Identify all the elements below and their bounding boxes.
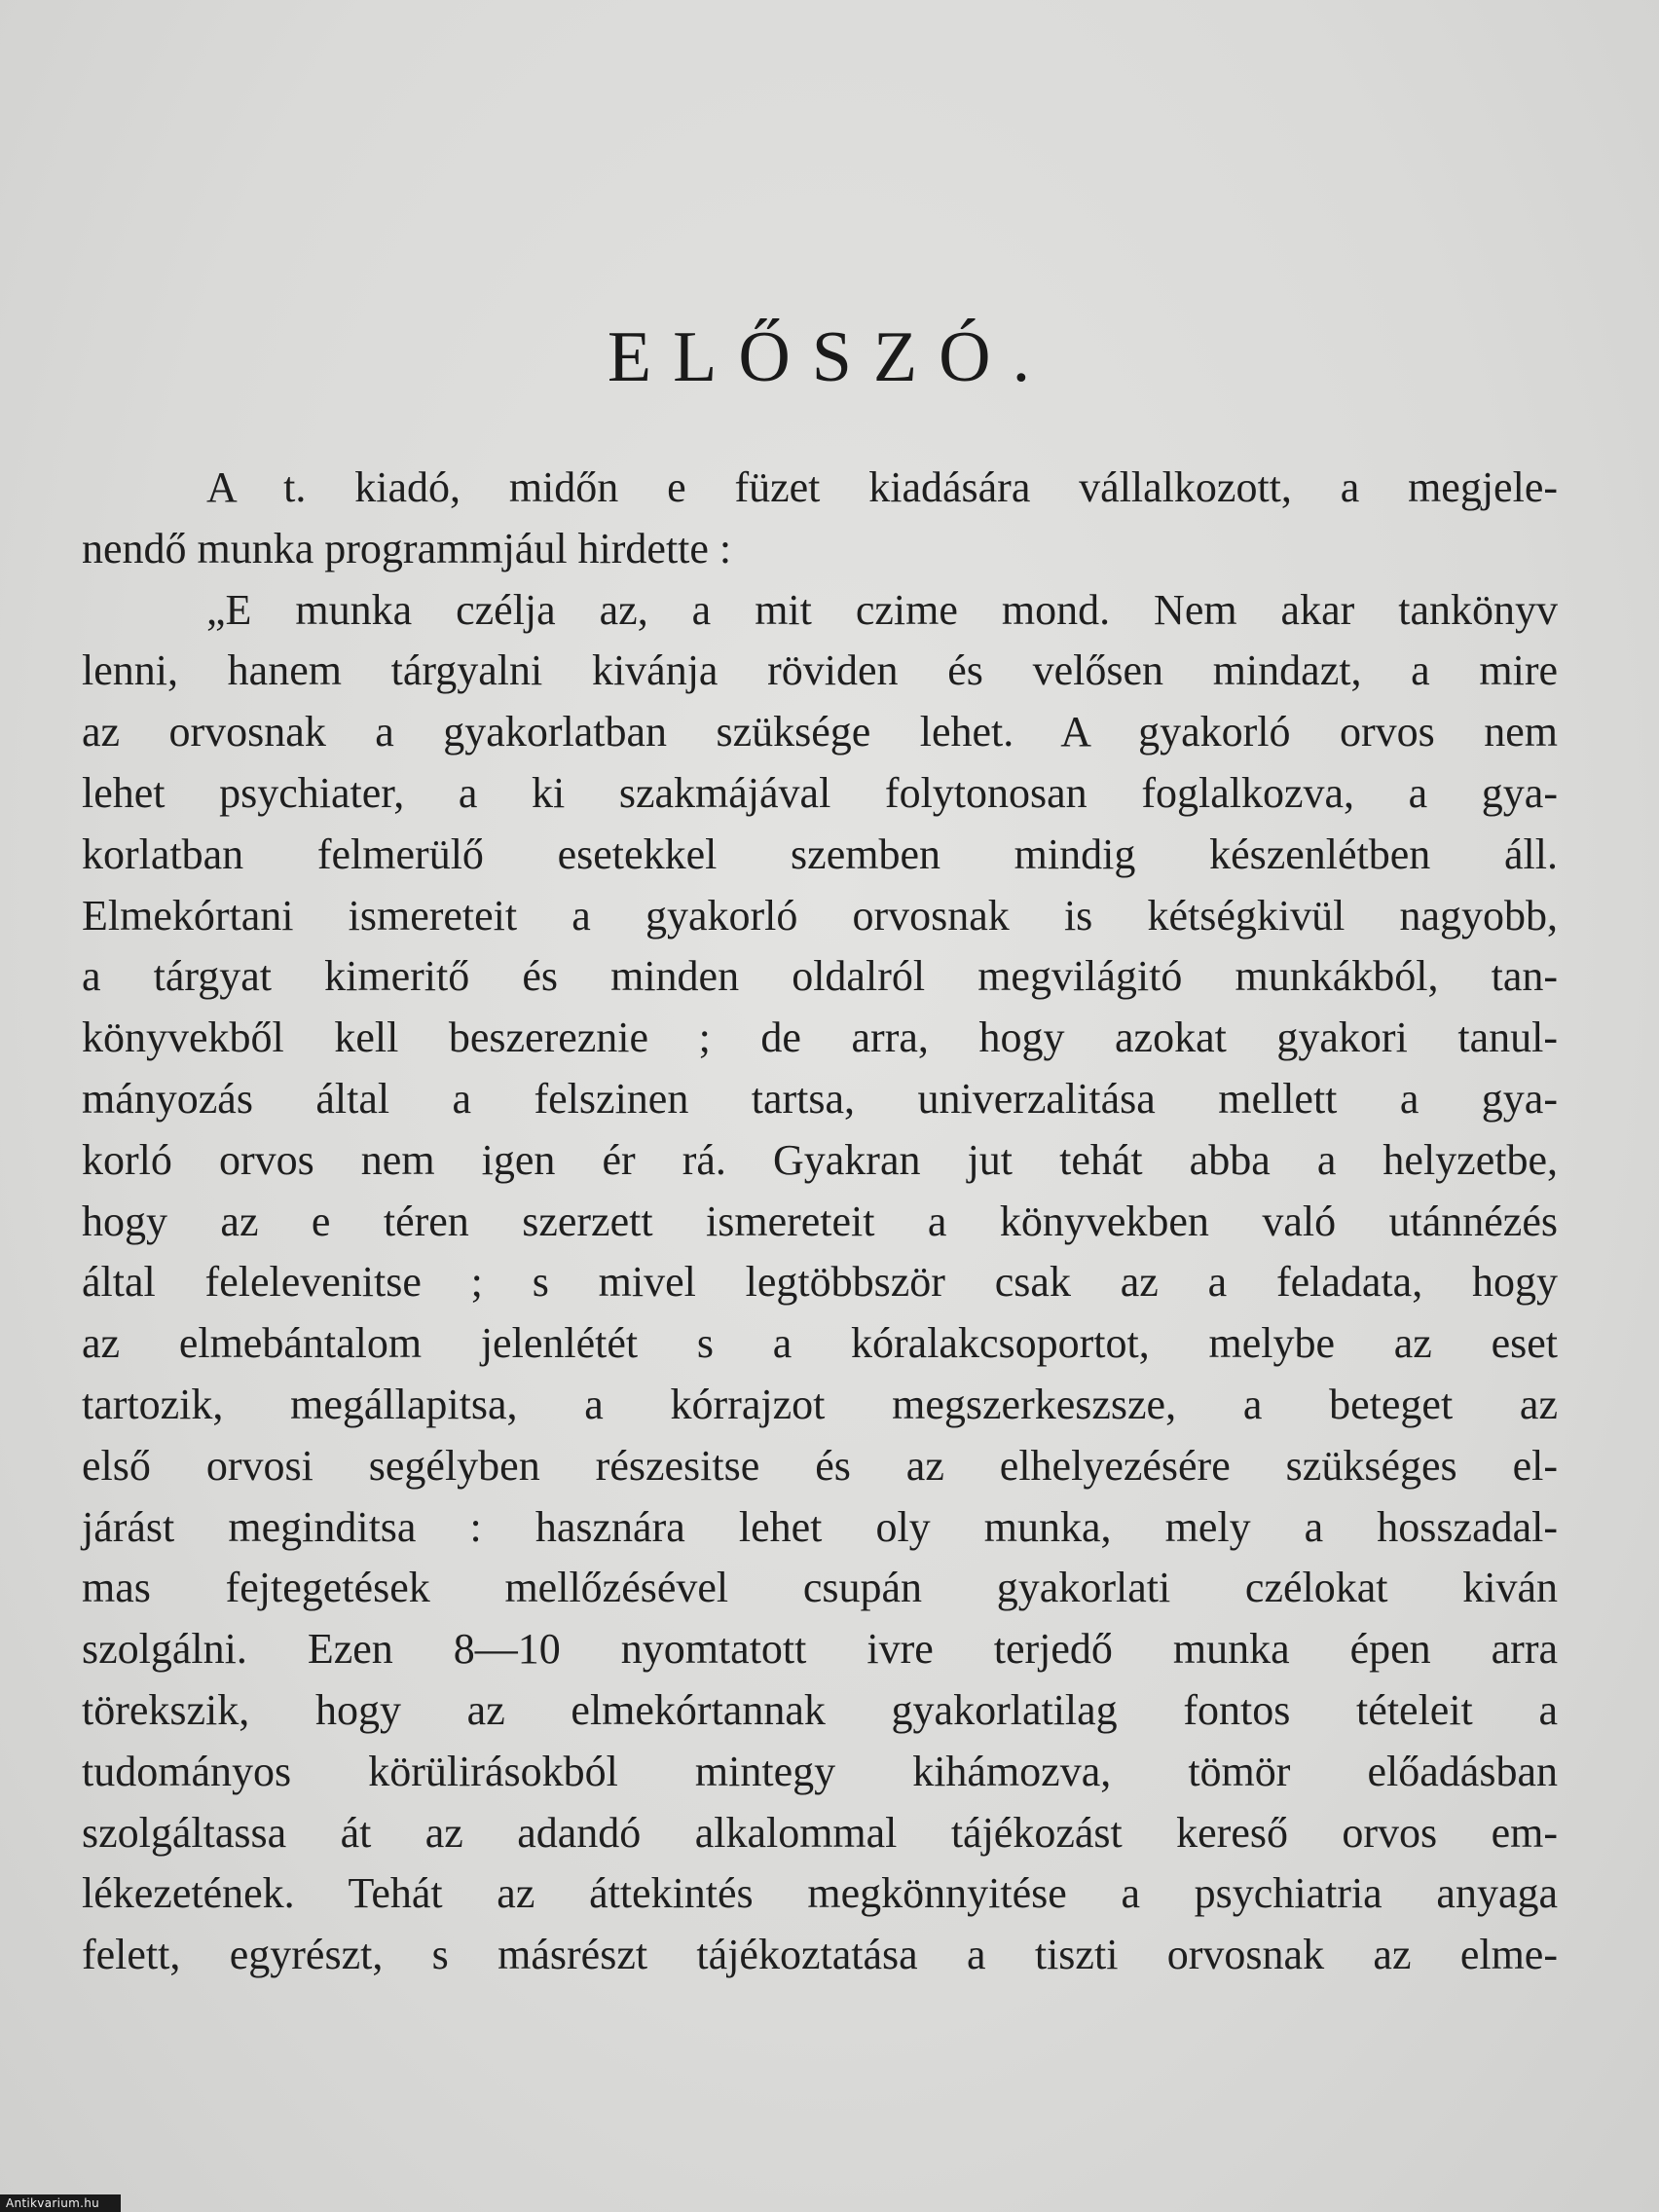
text-line: mányozás által a felszinen tartsa, univerzalitása mellett a gya- xyxy=(82,1074,1558,1123)
text-line: első orvosi segélyben részesitse és az elhelyezésére szükséges el- xyxy=(82,1441,1558,1490)
text-line: korló orvos nem igen ér rá. Gyakran jut tehát abba a helyzetbe, xyxy=(82,1135,1558,1184)
text-line: által felelevenitse ; s mivel legtöbbször csak az a feladata, hogy xyxy=(82,1258,1558,1307)
text-line: Elmekórtani ismereteit a gyakorló orvosnak is kétségkivül nagyobb, xyxy=(82,891,1558,940)
page-title: ELŐSZÓ. xyxy=(607,317,1052,397)
text-line: nendő munka programmjául hirdette : xyxy=(82,524,732,572)
text-line: törekszik, hogy az elmekórtannak gyakorlatilag fontos tételeit a xyxy=(82,1685,1558,1734)
text-line: tartozik, megállapitsa, a kórrajzot megszerkeszsze, a beteget az xyxy=(82,1380,1558,1428)
text-line: járást meginditsa : hasznára lehet oly munka, mely a hosszadal- xyxy=(82,1502,1558,1551)
text-line: korlatban felmerülő esetekkel szemben mindig készenlétben áll. xyxy=(82,830,1558,878)
text-line: tudományos körülirásokból mintegy kihámozva, tömör előadásban xyxy=(82,1747,1558,1795)
text-line: könyvekből kell beszereznie ; de arra, hogy azokat gyakori tanul- xyxy=(82,1014,1558,1062)
text-line: lékezetének. Tehát az áttekintés megkönnyitése a psychiatria anyaga xyxy=(82,1869,1558,1918)
text-line: lenni, hanem tárgyalni kivánja röviden és velősen mindazt, a mire xyxy=(82,646,1558,695)
text-line: szolgálni. Ezen 8—10 nyomtatott ivre terjedő munka épen arra xyxy=(82,1625,1558,1674)
text-line: az orvosnak a gyakorlatban szüksége lehet. A gyakorló orvos nem xyxy=(82,708,1558,756)
text-line: A t. kiadó, midőn e füzet kiadására vállalkozott, a megjele- xyxy=(206,463,1558,511)
text-line: „E munka czélja az, a mit czime mond. Nem akar tankönyv xyxy=(206,585,1558,634)
text-line: felett, egyrészt, s másrészt tájékoztatása a tiszti orvosnak az elme- xyxy=(82,1931,1558,1979)
text-line: a tárgyat kimeritő és minden oldalról megvilágitó munkákból, tan- xyxy=(82,952,1558,1001)
text-line: mas fejtegetések mellőzésével csupán gyakorlati czélokat kiván xyxy=(82,1564,1558,1612)
text-line: az elmebántalom jelenlétét s a kóralakcsoportot, melybe az eset xyxy=(82,1319,1558,1368)
text-line: szolgáltassa át az adandó alkalommal tájékozást kereső orvos em- xyxy=(82,1808,1558,1857)
watermark-label: Antikvarium.hu xyxy=(0,2194,121,2212)
body-text xyxy=(82,458,1558,1986)
text-line: hogy az e téren szerzett ismereteit a könyvekben való utánnézés xyxy=(82,1197,1558,1245)
text-line: lehet psychiater, a ki szakmájával folytonosan foglalkozva, a gya- xyxy=(82,768,1558,817)
